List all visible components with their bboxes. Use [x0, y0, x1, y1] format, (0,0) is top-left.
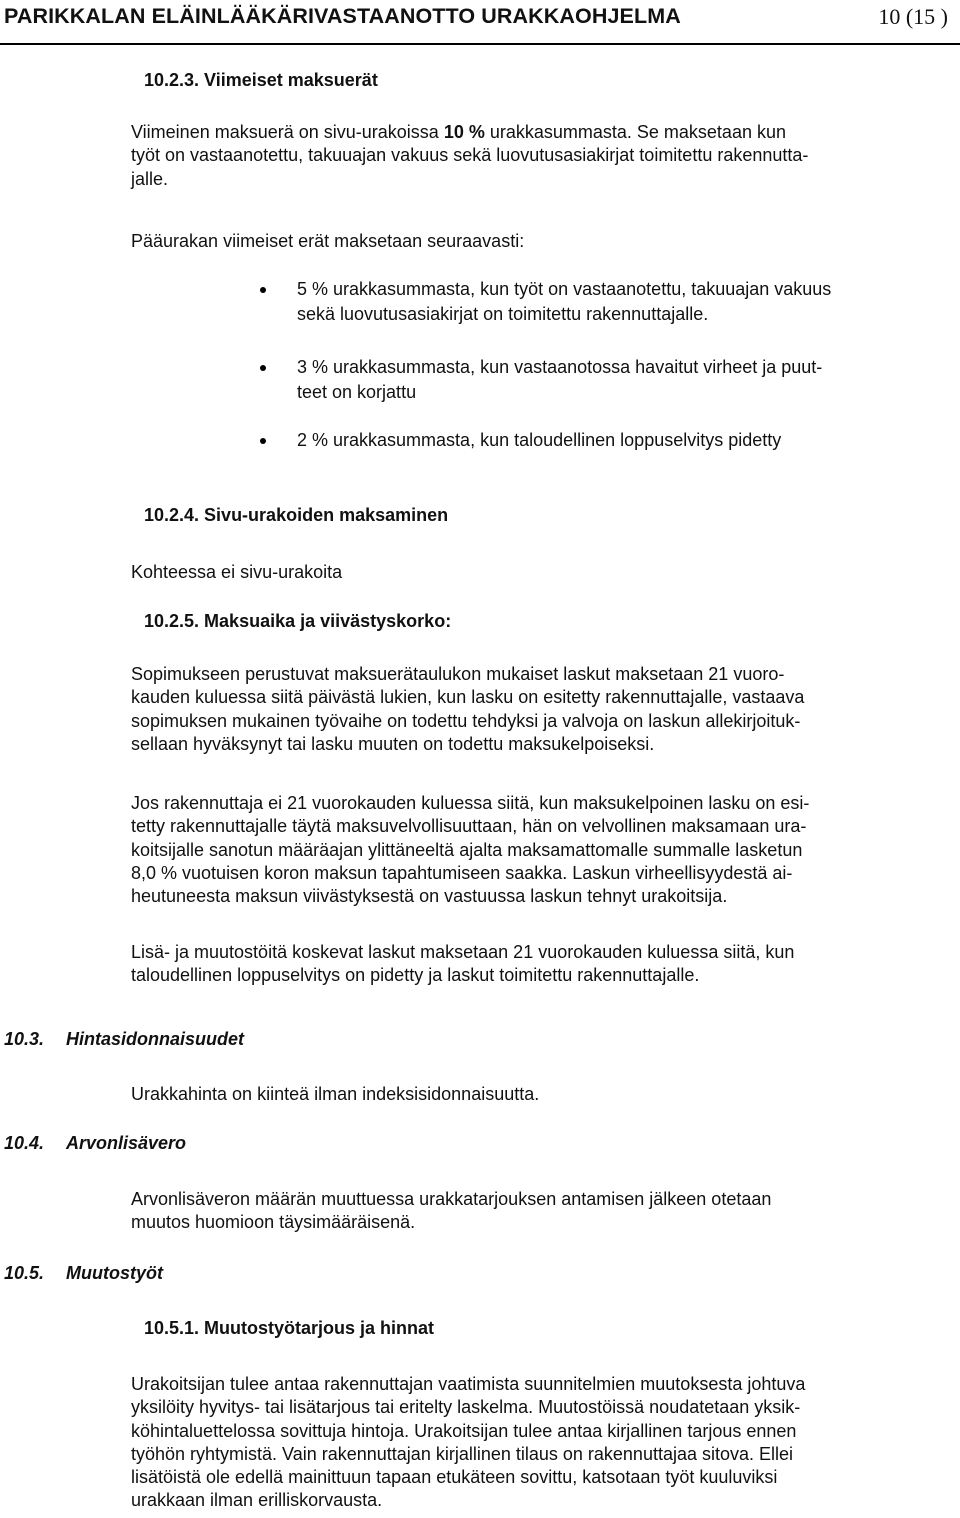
paragraph-no-subcontracts: Kohteessa ei sivu-urakoita — [131, 562, 343, 582]
heading-10-5 — [4, 1263, 163, 1284]
bullet-marker — [260, 365, 266, 371]
heading-10-2-3: 10.2.3. Viimeiset maksuerät — [144, 70, 378, 90]
bullet-line: sekä luovutusasiakirjat on toimitettu rakennuttajalle. — [297, 304, 709, 324]
bullet-marker — [260, 287, 266, 293]
paragraph-line: sellaan hyväksynyt tai lasku muuten on todettu maksukelpoiseksi. — [131, 733, 655, 754]
paragraph-line: 8,0 % vuotuisen koron maksun tapahtumiseen saakka. Laskun virheellisyydestä ai- — [131, 862, 793, 883]
paragraph-vat — [131, 1188, 771, 1235]
bullet-line: 5 % urakkasummasta, kun työt on vastaanotettu, takuuajan vakuus — [297, 279, 832, 299]
paragraph-fixed-price: Urakkahinta on kiinteä ilman indeksisidonnaisuutta. — [131, 1084, 540, 1104]
bold-percentage: 10 % — [443, 122, 485, 142]
paragraph-line: köhintaluettelossa sovittuja hintoja. Urakoitsijan tulee antaa kirjallinen tarjous ennen — [131, 1420, 797, 1441]
paragraph-line: Sopimukseen perustuvat maksuerätaulukon mukaiset laskut maksetaan 21 vuoro- — [131, 664, 785, 684]
text-run: Viimeinen maksuerä on sivu-urakoissa — [131, 122, 444, 142]
text-run: urakkasummasta. Se maksetaan kun — [484, 122, 786, 142]
bullet-item-2-percent — [297, 428, 781, 453]
paragraph-main-contract-intro: Pääurakan viimeiset erät maksetaan seuraavasti: — [131, 231, 525, 251]
section-number: 10.3. — [4, 1029, 45, 1049]
heading-10-2-5: 10.2.5. Maksuaika ja viivästyskorko: — [144, 611, 452, 631]
bullet-marker — [260, 438, 266, 444]
header-divider — [0, 43, 960, 45]
paragraph-line: tetty rakennuttajalle täytä maksuvelvollisuuttaan, hän on velvollinen maksamaan ura- — [131, 816, 807, 837]
heading-10-3 — [4, 1029, 244, 1050]
bullet-line: 2 % urakkasummasta, kun taloudellinen loppuselvitys pidetty — [297, 430, 782, 450]
paragraph-change-work-offer — [131, 1373, 805, 1513]
paragraph-line: muutos huomioon täysimääräisenä. — [131, 1212, 416, 1233]
paragraph-line: Jos rakennuttaja ei 21 vuorokauden kuluessa siitä, kun maksukelpoinen lasku on esi- — [131, 793, 810, 813]
paragraph-line: jalle. — [131, 168, 169, 189]
paragraph-line: Arvonlisäveron määrän muuttuessa urakkatarjouksen antamisen jälkeen otetaan — [131, 1189, 772, 1209]
paragraph-late-interest — [131, 792, 809, 908]
bullet-item-5-percent — [297, 277, 831, 327]
paragraph-line: kauden kuluessa siitä päivästä lukien, kun lasku on esitetty rakennuttajalle, vastaava — [131, 687, 805, 708]
heading-10-2-4: 10.2.4. Sivu-urakoiden maksaminen — [144, 505, 449, 525]
section-title: Muutostyöt — [66, 1263, 163, 1283]
paragraph-line: työhön ryhtymistä. Vain rakennuttajan kirjallinen tilaus on rakennuttajaa sitova. Ellei — [131, 1443, 794, 1464]
section-title: Hintasidonnaisuudet — [66, 1029, 245, 1049]
paragraph-line — [131, 121, 808, 144]
bullet-item-3-percent — [297, 355, 822, 405]
section-title: Arvonlisävero — [66, 1133, 187, 1153]
page-number: 10 (15 ) — [878, 4, 948, 29]
paragraph-line: yksilöity hyvitys- tai lisätarjous tai eritelty laskelma. Muutostöissä noudatetaan yksik- — [131, 1397, 801, 1418]
paragraph-line: Urakoitsijan tulee antaa rakennuttajan vaatimista suunnitelmien muutoksesta johtuva — [131, 1374, 806, 1394]
document-header-title: PARIKKALAN ELÄINLÄÄKÄRIVASTAANOTTO URAKKAOHJELMA — [4, 4, 681, 28]
paragraph-line: sopimuksen mukainen työvaihe on todettu tehdyksi ja valvoja on laskun allekirjoituk- — [131, 710, 801, 731]
paragraph-change-work-invoices — [131, 941, 794, 988]
heading-10-4 — [4, 1133, 186, 1154]
bullet-line: teet on korjattu — [297, 382, 417, 402]
bullet-line: 3 % urakkasummasta, kun vastaanotossa havaitut virheet ja puut- — [297, 357, 823, 377]
section-number: 10.4. — [4, 1133, 45, 1153]
paragraph-line: työt on vastaanotettu, takuuajan vakuus sekä luovutusasiakirjat toimitettu rakennutta- — [131, 145, 809, 166]
heading-10-5-1: 10.5.1. Muutostyötarjous ja hinnat — [144, 1318, 435, 1338]
paragraph-line: urakkaan ilman erilliskorvausta. — [131, 1490, 383, 1511]
paragraph-line: heutuneesta maksun viivästyksestä on vastuussa laskun tehnyt urakoitsija. — [131, 886, 728, 907]
paragraph-final-installment — [131, 121, 808, 191]
section-number: 10.5. — [4, 1263, 45, 1283]
paragraph-payment-time — [131, 663, 804, 756]
paragraph-line: Lisä- ja muutostöitä koskevat laskut maksetaan 21 vuorokauden kuluessa siitä, kun — [131, 942, 795, 962]
paragraph-line: taloudellinen loppuselvitys on pidetty ja laskut toimitettu rakennuttajalle. — [131, 965, 700, 986]
paragraph-line: koitsijalle sanotun määräajan ylittäneeltä ajalta maksamattomalle summalle lasketun — [131, 839, 803, 860]
paragraph-line: lisätöistä ole edellä mainittuun tapaan etukäteen sovittu, katsotaan työt kuuluviksi — [131, 1467, 778, 1488]
